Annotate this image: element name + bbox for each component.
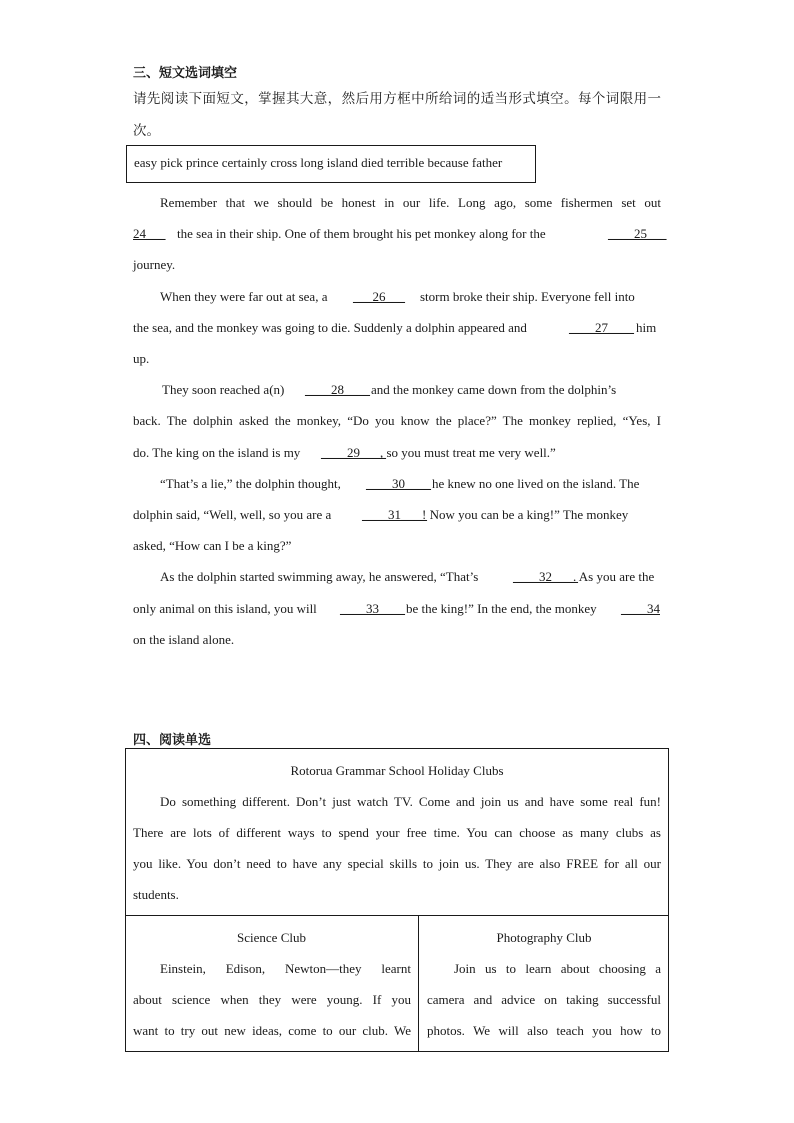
science-club-line-2: about science when they were young. If you <box>133 992 411 1007</box>
clubs-title: Rotorua Grammar School Holiday Clubs <box>290 763 504 778</box>
blank-30[interactable]: ____30____ <box>366 476 431 491</box>
p5-line-1-text: As the dolphin started swimming away, he answered, “That’s <box>160 569 479 584</box>
blank-24[interactable]: 24___ <box>133 226 166 241</box>
clubs-intro-line-2: There are lots of different ways to spend your free time. You can choose as many clubs as <box>133 825 661 840</box>
clubs-intro-line-4: students. <box>133 887 179 902</box>
p5-line-2-rest: be the king!” In the end, the monkey <box>406 601 597 616</box>
p4-line-2-rest: ! Now you can be a king!” The monkey <box>422 507 629 522</box>
p1-line-1: Remember that we should be honest in our life. Long ago, some fishermen set out <box>160 195 661 210</box>
p2-line-2-text: the sea, and the monkey was going to die. Suddenly a dolphin appeared and <box>133 320 527 335</box>
p2-line-1-text: When they were far out at sea, a <box>160 289 328 304</box>
blank-34[interactable]: ____34 <box>621 601 660 616</box>
p4-line-2-text: dolphin said, “Well, well, so you are a <box>133 507 332 522</box>
section-4-title: 四、阅读单选 <box>133 733 212 748</box>
p2-line-2-rest: him <box>636 320 657 335</box>
p1-line-3: journey. <box>133 257 176 272</box>
word-bank: easy pick prince certainly cross long island died terrible because father <box>134 155 503 170</box>
instruction-line-1: 请先阅读下面短文，掌握其大意，然后用方框中所给词的适当形式填空。每个词限用一 <box>133 91 661 107</box>
blank-29[interactable]: ____29____ <box>321 445 386 460</box>
p5-line-3: on the island alone. <box>133 632 235 647</box>
photography-club-line-1: Join us to learn about choosing a <box>454 961 661 976</box>
blank-28[interactable]: ____28____ <box>305 382 370 397</box>
science-club-line-3: want to try out new ideas, come to our club. We <box>133 1023 411 1038</box>
section-3-title: 三、短文选词填空 <box>133 66 238 81</box>
p4-line-1-text: “That’s a lie,” the dolphin thought, <box>160 476 341 491</box>
science-club-title: Science Club <box>237 930 306 945</box>
blank-31[interactable]: ____31____ <box>362 507 427 522</box>
p3-line-2: back. The dolphin asked the monkey, “Do you know the place?” The monkey replied, “Yes, I <box>133 413 661 428</box>
p5-line-2-text: only animal on this island, you will <box>133 601 317 616</box>
p3-line-1-rest: and the monkey came down from the dolphin’s <box>371 382 617 397</box>
blank-27[interactable]: ____27____ <box>569 320 634 335</box>
science-club-line-1: Einstein, Edison, Newton—they learnt <box>160 961 411 976</box>
photography-club-line-3: photos. We will also teach you how to <box>427 1023 661 1038</box>
p3-line-3-rest: , so you must treat me very well.” <box>380 445 556 460</box>
p5-line-1-rest: . As you are the <box>573 569 655 584</box>
p3-line-3-text: do. The king on the island is my <box>133 445 301 460</box>
clubs-intro-line-3: you like. You don’t need to have any special skills to join us. They are also FREE for all our <box>133 856 661 871</box>
blank-25[interactable]: ____25___ <box>608 226 667 241</box>
photography-club-title: Photography Club <box>496 930 592 945</box>
p1-line-2-text: the sea in their ship. One of them brought his pet monkey along for the <box>177 226 546 241</box>
clubs-intro-line-1: Do something different. Don’t just watch TV. Come and join us and have some real fun! <box>160 794 661 809</box>
instruction-line-2: 次。 <box>133 123 160 139</box>
clubs-table <box>125 748 669 1052</box>
p4-line-1-rest: he knew no one lived on the island. The <box>432 476 640 491</box>
word-bank-box <box>126 145 536 183</box>
p2-line-3: up. <box>133 351 150 366</box>
photography-club-line-2: camera and advice on taking successful <box>427 992 661 1007</box>
blank-33[interactable]: ____33____ <box>340 601 405 616</box>
p4-line-3: asked, “How can I be a king?” <box>133 538 292 553</box>
blank-32[interactable]: ____32____ <box>513 569 578 584</box>
p2-line-1-rest: storm broke their ship. Everyone fell into <box>420 289 635 304</box>
blank-26[interactable]: ___26___ <box>353 289 405 304</box>
p3-line-1-text: They soon reached a(n) <box>162 382 285 397</box>
